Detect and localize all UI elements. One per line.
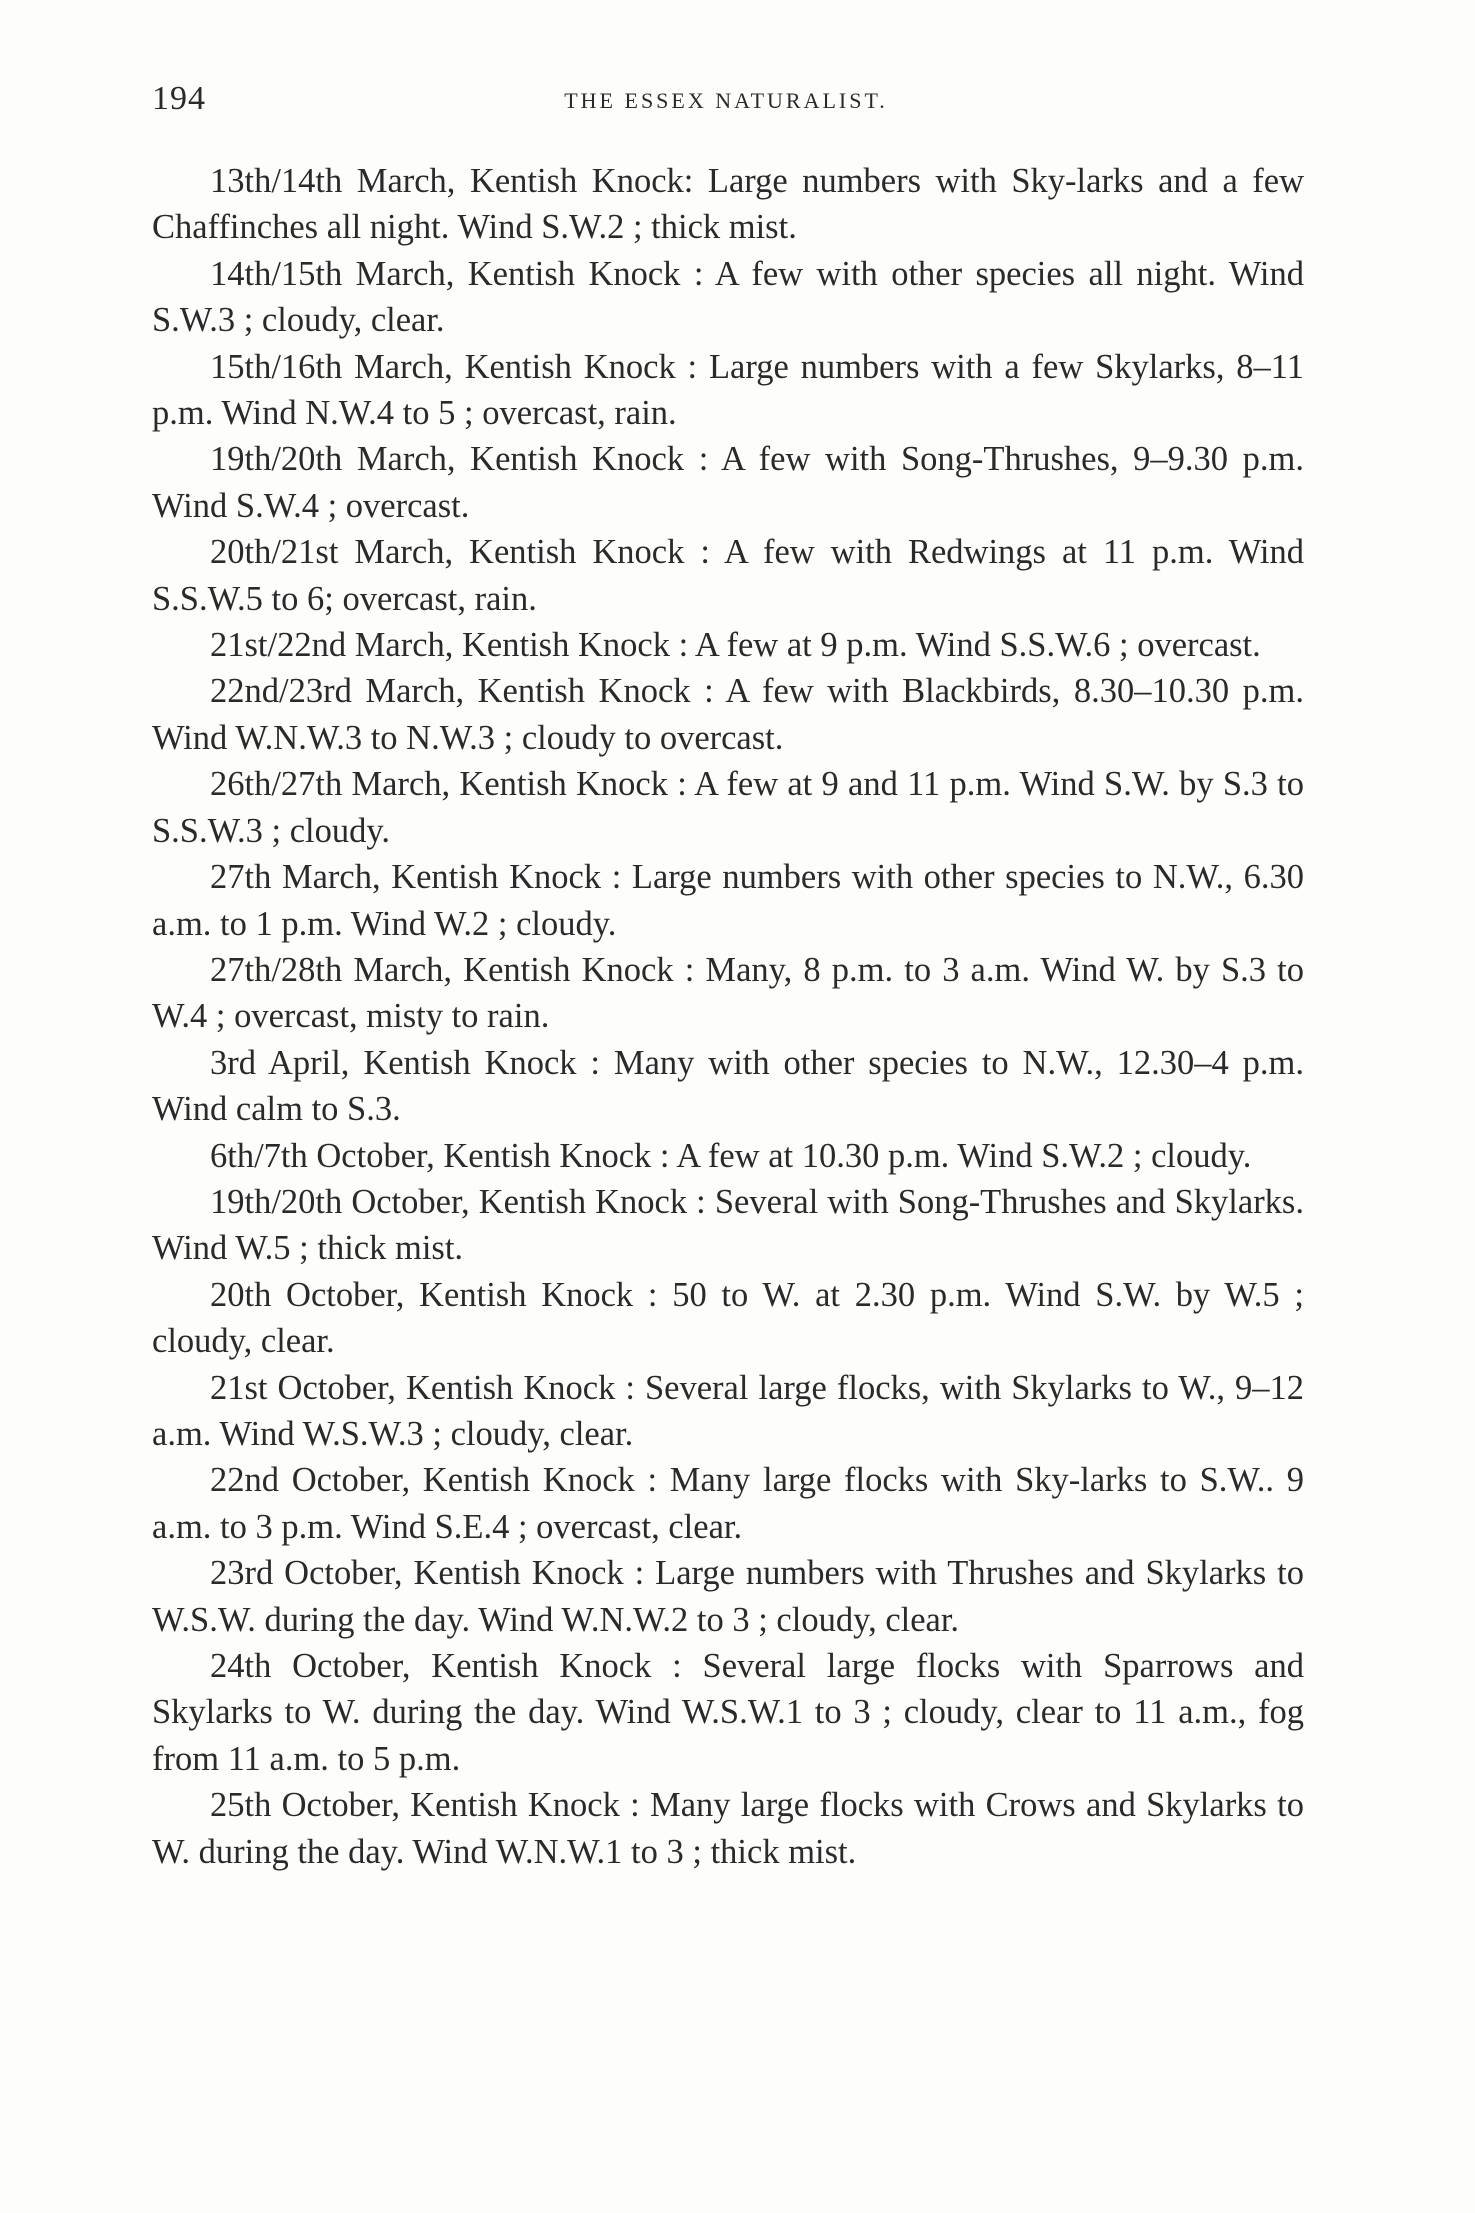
record-entry: 23rd October, Kentish Knock : Large numbers with Thrushes and Skylarks to W.S.W. during the day. Wind W.N.W.2 to 3 ; cloudy, clear.	[152, 1554, 1304, 1639]
record-entry: 13th/14th March, Kentish Knock: Large numbers with Sky-larks and a few Chaffinches all night. Wind S.W.2 ; thick mist.	[152, 162, 1304, 247]
record-entry: 20th/21st March, Kentish Knock : A few with Redwings at 11 p.m. Wind S.S.W.5 to 6; overcast, rain.	[152, 533, 1304, 618]
migration-records	[152, 158, 1304, 1875]
record-entry: 22nd/23rd March, Kentish Knock : A few with Blackbirds, 8.30–10.30 p.m. Wind W.N.W.3 to N.W.3 ; cloudy to overcast.	[152, 672, 1304, 757]
record-entry: 19th/20th October, Kentish Knock : Several with Song-Thrushes and Skylarks. Wind W.5 ; thick mist.	[152, 1182, 1304, 1268]
record-entry: 24th October, Kentish Knock : Several large flocks with Sparrows and Skylarks to W. during the day. Wind W.S.W.1 to 3 ; cloudy, clear to 11 a.m., fog from 11 a.m. to 5 p.m.	[152, 1647, 1304, 1778]
page-number: 194	[152, 80, 206, 117]
record-entry: 6th/7th October, Kentish Knock : A few at 10.30 p.m. Wind S.W.2 ; cloudy.	[210, 1136, 1252, 1175]
record-entry: 14th/15th March, Kentish Knock : A few with other species all night. Wind S.W.3 ; cloudy, clear.	[152, 254, 1304, 340]
running-head: THE ESSEX NATURALIST.	[564, 88, 888, 113]
record-entry: 21st October, Kentish Knock : Several large flocks, with Skylarks to W., 9–12 a.m. Wind W.S.W.3 ; cloudy, clear.	[152, 1368, 1304, 1453]
record-entry: 27th March, Kentish Knock : Large numbers with other species to N.W., 6.30 a.m. to 1 p.m. Wind W.2 ; cloudy.	[152, 858, 1304, 943]
record-entry: 21st/22nd March, Kentish Knock : A few at 9 p.m. Wind S.S.W.6 ; overcast.	[210, 626, 1261, 665]
record-entry: 27th/28th March, Kentish Knock : Many, 8 p.m. to 3 a.m. Wind W. by S.3 to W.4 ; overcast, misty to rain.	[152, 950, 1304, 1036]
record-entry: 3rd April, Kentish Knock : Many with other species to N.W., 12.30–4 p.m. Wind calm to S.3.	[152, 1043, 1304, 1129]
record-entry: 15th/16th March, Kentish Knock : Large numbers with a few Skylarks, 8–11 p.m. Wind N.W.4 to 5 ; overcast, rain.	[152, 347, 1304, 433]
page-header	[152, 80, 1300, 130]
record-entry: 26th/27th March, Kentish Knock : A few at 9 and 11 p.m. Wind S.W. by S.3 to S.S.W.3 ; cloudy.	[152, 765, 1304, 850]
record-entry: 20th October, Kentish Knock : 50 to W. at 2.30 p.m. Wind S.W. by W.5 ; cloudy, clear.	[152, 1275, 1304, 1361]
record-entry: 25th October, Kentish Knock : Many large flocks with Crows and Skylarks to W. during the day. Wind W.N.W.1 to 3 ; thick mist.	[152, 1786, 1304, 1871]
record-entry: 19th/20th March, Kentish Knock : A few with Song-Thrushes, 9–9.30 p.m. Wind S.W.4 ; overcast.	[152, 440, 1304, 525]
record-entry: 22nd October, Kentish Knock : Many large flocks with Sky-larks to S.W.. 9 a.m. to 3 p.m. Wind S.E.4 ; overcast, clear.	[152, 1461, 1304, 1546]
